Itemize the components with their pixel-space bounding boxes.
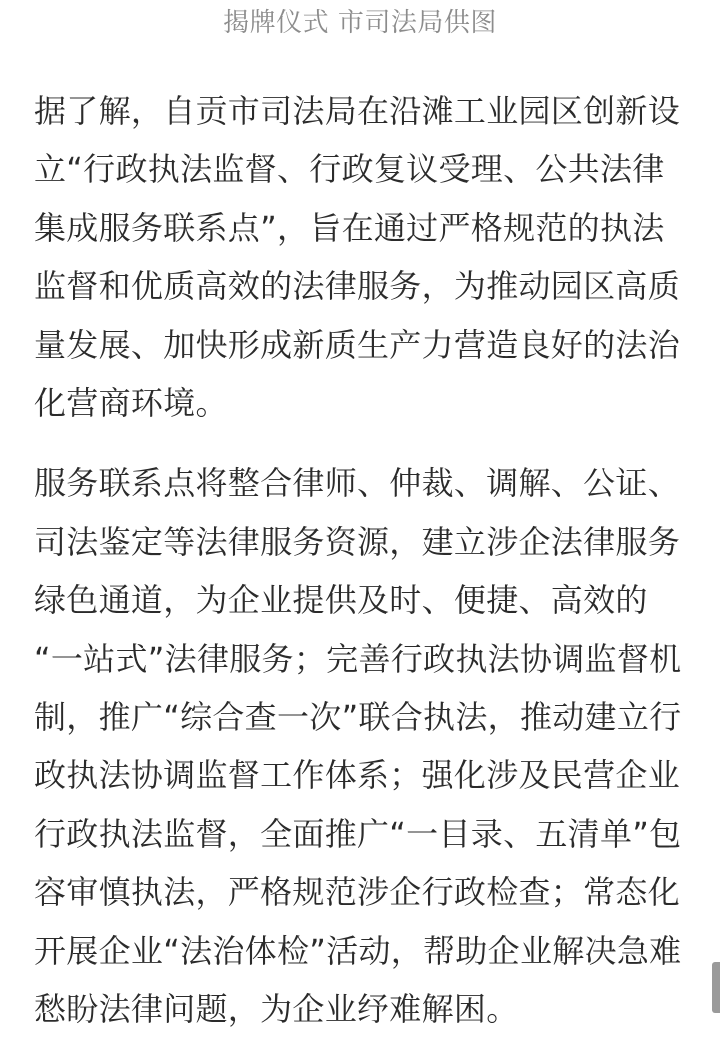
scrollbar-thumb[interactable] bbox=[712, 962, 720, 1013]
text-line: 集成服务联系点”，旨在通过严格规范的执法 bbox=[34, 208, 665, 247]
text-line: 开展企业“法治体检”活动，帮助企业解决急难 bbox=[34, 931, 682, 970]
text-line: 服务联系点将整合律师、仲裁、调解、公证、 bbox=[34, 464, 681, 503]
text-line: 据了解，自贡市司法局在沿滩工业园区创新设 bbox=[34, 92, 681, 130]
text-line: “一站式”法律服务；完善行政执法协调监督机 bbox=[34, 639, 682, 678]
text-line: 绿色通道，为企业提供及时、便捷、高效的 bbox=[34, 581, 648, 620]
text-line: 愁盼法律问题，为企业纾难解困。 bbox=[34, 990, 519, 1029]
text-line: 司法鉴定等法律服务资源，建立涉企法律服务 bbox=[34, 522, 681, 561]
image-caption: 揭牌仪式 市司法局供图 bbox=[223, 8, 497, 38]
article-body bbox=[34, 82, 690, 1039]
paragraph-1 bbox=[34, 82, 690, 432]
text-line: 行政执法监督，全面推广“一目录、五清单”包 bbox=[34, 814, 682, 853]
text-line: 制，推广“综合查一次”联合执法，推动建立行 bbox=[34, 698, 682, 737]
text-line: 政执法协调监督工作体系；强化涉及民营企业 bbox=[34, 756, 681, 795]
text-line: 监督和优质高效的法律服务，为推动园区高质 bbox=[34, 267, 681, 306]
text-line: 量发展、加快形成新质生产力营造良好的法治 bbox=[34, 325, 681, 364]
paragraph-2 bbox=[34, 454, 690, 1038]
text-line: 化营商环境。 bbox=[34, 384, 228, 423]
text-line: 容审慎执法，严格规范涉企行政检查；常态化 bbox=[34, 873, 681, 912]
text-line: 立“行政执法监督、行政复议受理、公共法律 bbox=[34, 150, 665, 189]
